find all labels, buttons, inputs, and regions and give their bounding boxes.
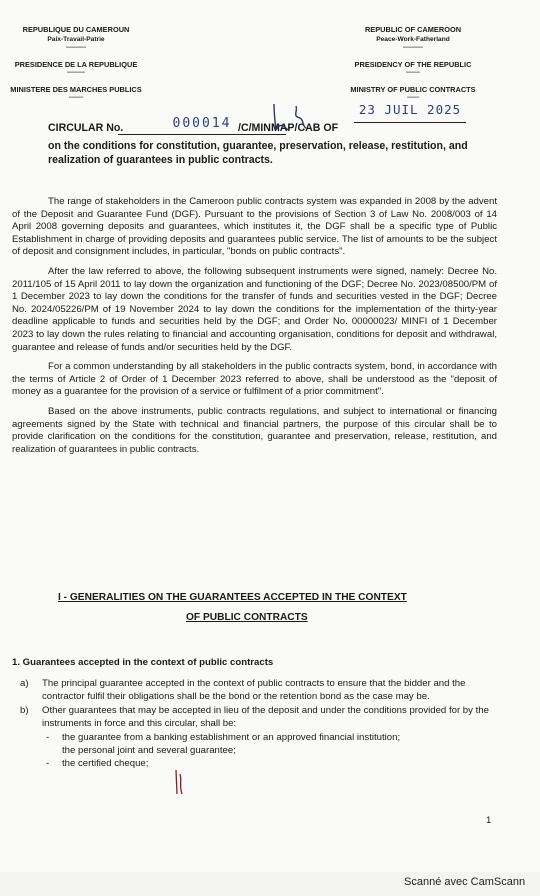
dash-list-item — [46, 745, 498, 758]
header-right-block — [348, 25, 478, 102]
dash-marker — [46, 745, 62, 758]
body-paragraph: The range of stakeholders in the Cameroon public contracts system was expanded in 2008 by the advent of the Deposit and Guarantee Fund (DGF). Pursuant to the provisions of Section 3 of Law No. 2008/003 of 14 April 2008 governing deposits and guarantees, which institutes it, the DGF shall be a specific type of Public Establishment in charge of providing deposits and guarantees public service. The list of amounts to be the subject of deposit and consignment includes, in particular, "bonds on public contracts". — [12, 196, 497, 258]
circular-label: CIRCULAR No. — [48, 122, 124, 134]
header-right-motto: Peace-Work-Fatherland — [376, 36, 450, 43]
header-right-presidency: PRESIDENCY OF THE REPUBLIC — [354, 60, 472, 69]
scanner-watermark: Scanné avec CamScann — [404, 876, 526, 888]
header-left-ministry: MINISTERE DES MARCHES PUBLICS — [10, 85, 142, 94]
page-number: 1 — [486, 815, 492, 826]
header-left-presidency: PRESIDENCE DE LA REPUBLIQUE — [14, 60, 138, 69]
header-right-dash: ---------- — [403, 45, 423, 51]
header-right-ministry: MINISTRY OF PUBLIC CONTRACTS — [350, 85, 476, 94]
body-paragraph: For a common understanding by all stakeholders in the public contracts system, bond, in accordance with the terms of Article 2 of Order of 1 December 2023 referred to above, shall be understood as the "deposit of money as a guarantee for the provision of a service or fulfilment of a prior commitment". — [12, 361, 497, 398]
dash-item-text: the certified cheque; — [62, 757, 149, 769]
list-marker: b) — [20, 705, 29, 717]
circular-number-stamp: 000014 — [118, 116, 286, 135]
initials-mark-icon — [172, 768, 186, 798]
header-right-dash: ------- — [406, 70, 420, 76]
guarantee-list — [20, 678, 498, 770]
circular-reference-suffix: /C/MINMAP/CAB OF — [238, 122, 339, 134]
circular-date-stamp: 23 JUIL 2025 — [354, 102, 466, 123]
section-heading-line: OF PUBLIC CONTRACTS — [186, 612, 308, 623]
subsection-title: 1. Guarantees accepted in the context of public contracts — [12, 657, 274, 668]
signature-mark-icon — [262, 100, 322, 134]
list-marker: a) — [20, 678, 29, 689]
list-item-text: The principal guarantee accepted in the context of public contracts to ensure that the bidder and the contractor fulfil their obligations shall be the bond or the retention bond as the case may be. — [42, 678, 466, 702]
dash-item-text: the guarantee from a banking establishment or an approved financial institution; — [62, 732, 401, 744]
dash-list-item — [46, 732, 498, 745]
header-left-dash: ------- — [69, 95, 83, 101]
list-item — [20, 705, 498, 730]
section-heading-line: I - GENERALITIES ON THE GUARANTEES ACCEPTED IN THE CONTEXT — [58, 592, 407, 603]
header-right-country: REPUBLIC OF CAMEROON — [364, 25, 462, 34]
dash-list — [20, 732, 498, 770]
list-item-text: Other guarantees that may be accepted in lieu of the deposit and under the conditions provided for by the instruments in force and this circular, shall be: — [42, 705, 489, 729]
list-item — [20, 678, 498, 703]
document-body — [12, 196, 497, 463]
section-heading — [58, 588, 458, 628]
header-right-dash: ------ — [407, 95, 419, 101]
dash-marker: - — [46, 757, 50, 769]
body-paragraph: Based on the above instruments, public contracts regulations, and subject to international or financing agreements signed by the State with technical and financial partners, the purpose of this circular shall be to provide clarification on the conditions for the constitution, guarantee and preservation, release, restitution, and realization of guarantees in public contracts. — [12, 405, 497, 455]
header-left-country: REPUBLIQUE DU CAMEROUN — [22, 25, 130, 34]
header-left-dash: ---------- — [66, 45, 86, 51]
header-left-dash: --------- — [67, 70, 85, 76]
body-paragraph: After the law referred to above, the following subsequent instruments were signed, namely: Decree No. 2011/105 of 15 April 2011 to lay down the organization and functioning of the DGF; Decree No. 2023/08500/PM of 1 December 2023 to lay down the conditions for the transfer of funds and securities vested in the DGF; Decree No. 2024/05226/PM of 19 November 2024 to lay down the conditions for the implementation of the thirty-year deadline applicable to funds and securities held by the DGF; and Order No. 00000023/ MINFI of 1 December 2023 to lay down the rules relating to financial and accounting organisation, conditions for deposit and withdrawal, guarantee and release of funds and/or securities held by the DGF. — [12, 265, 497, 353]
dash-list-item — [46, 758, 498, 771]
circular-subject: on the conditions for constitution, guarantee, preservation, release, restitution, and realization of guarantees in public contracts. — [48, 140, 468, 166]
header-left-motto: Paix-Travail-Patrie — [47, 36, 105, 43]
dash-item-text: the personal joint and several guarantee; — [62, 744, 236, 756]
header-left-block — [6, 25, 146, 102]
dash-marker: - — [46, 732, 50, 744]
